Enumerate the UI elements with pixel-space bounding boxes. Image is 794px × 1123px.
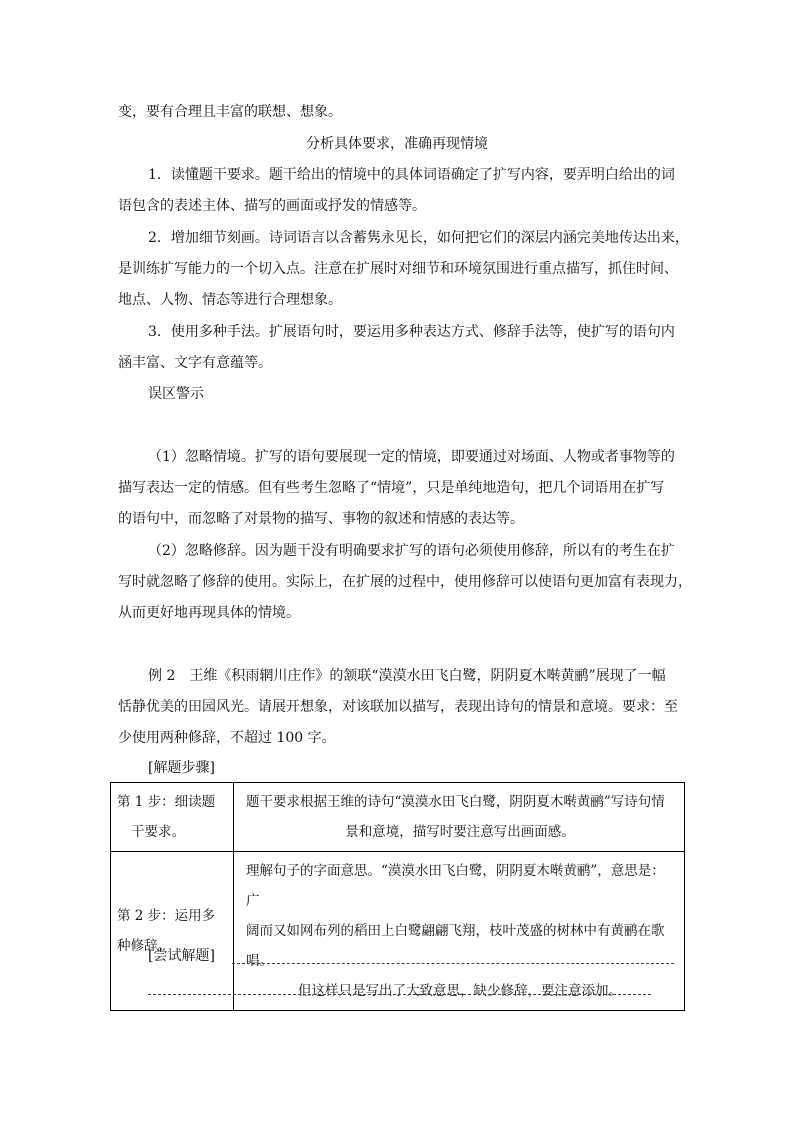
- warning-2-line-2: 写时就忽略了修辞的使用。实际上，在扩展的过程中，使用修辞可以使语句更加富有表现力，: [118, 574, 692, 590]
- steps-table: [110, 782, 685, 1011]
- warning-title: 误区警示: [148, 386, 204, 402]
- table-row: [111, 783, 685, 852]
- try-solve-label: [尝试解题]: [148, 948, 215, 964]
- example-line-3: 少使用两种修辞，不超过 100 字。: [118, 730, 336, 746]
- warning-1-line-3: 的语句中，而忽略了对景物的描写、事物的叙述和情感的表达等。: [118, 511, 524, 527]
- step-content-line: 景和意境，描写时要注意写出画面感。: [345, 824, 575, 840]
- point-2-line-1: 2．增加细节刻画。诗词语言以含蓄隽永见长，如何把它们的深层内涵完美地传达出来，: [148, 230, 689, 246]
- warning-2-line-1: （2）忽略修辞。因为题干没有明确要求扩写的语句必须使用修辞，所以有的考生在扩: [148, 543, 675, 559]
- warning-1-line-1: （1）忽略情境。扩写的语句要展现一定的情境，即要通过对场面、人物或者事物等的: [148, 449, 675, 465]
- point-3-line-1: 3．使用多种手法。扩展语句时，要运用多种表达方式、修辞手法等，使扩写的语句内: [148, 324, 675, 340]
- step-content-cell: [234, 783, 685, 852]
- answer-line-1[interactable]: [232, 963, 674, 964]
- point-2-line-3: 地点、人物、情态等进行合理想象。: [118, 292, 342, 308]
- step-content-line: 题干要求根据王维的诗句“漠漠水田飞白鹭，阴阴夏木啭黄鹂”写诗句情: [246, 794, 665, 810]
- answer-line-2[interactable]: [148, 994, 651, 995]
- warning-2-line-3: 从而更好地再现具体的情境。: [118, 605, 300, 621]
- point-1-line-2: 语包含的表述主体、描写的画面或抒发的情感等。: [118, 198, 426, 214]
- example-line-1: 例 2 王维《积雨辋川庄作》的颔联“漠漠水田飞白鹭，阴阴夏木啭黄鹂”展现了一幅: [148, 668, 666, 684]
- step-content-line: 理解句子的字面意思。“漠漠水田飞白鹭，阴阴夏木啭黄鹂”，意思是：广: [246, 863, 665, 909]
- point-2-line-2: 是训练扩写能力的一个切入点。注意在扩展时对细节和环境氛围进行重点描写，抓住时间、: [118, 261, 678, 277]
- step-label-line: 第 2 步：运用多: [117, 908, 216, 924]
- step-label-cell: [111, 852, 234, 1011]
- step-content-cell: [234, 852, 685, 1011]
- example-line-2: 恬静优美的田园风光。请展开想象，对该联加以描写，表现出诗句的情景和意境。要求：至: [118, 699, 678, 715]
- solve-steps-label: [解题步骤]: [148, 760, 215, 776]
- point-1-line-1: 1．读懂题干要求。题干给出的情境中的具体词语确定了扩写内容，要弄明白给出的词: [148, 167, 675, 183]
- warning-1-line-2: 描写表达一定的情感。但有些考生忽略了“情境”，只是单纯地造句，把几个词语用在扩写: [118, 480, 665, 496]
- paragraph-continuation: 变，要有合理且丰富的联想、想象。: [118, 104, 342, 120]
- step-label-cell: [111, 783, 234, 852]
- step-label-line: 干要求。: [131, 824, 185, 840]
- point-3-line-2: 涵丰富、文字有意蕴等。: [118, 355, 272, 371]
- step-label-line: 第 1 步：细读题: [117, 794, 216, 810]
- section-heading: 分析具体要求，准确再现情境: [306, 136, 488, 152]
- step-content-line: 阔而又如网布列的稻田上白鹭翩翩飞翔，枝叶茂盛的树林中有黄鹂在歌唱。: [246, 923, 665, 969]
- step-content-line: 但这样只是写出了大致意思，缺少修辞，要注意添加。: [298, 983, 622, 999]
- step-label-line: 种修辞。: [117, 938, 171, 954]
- table-row: [111, 852, 685, 1011]
